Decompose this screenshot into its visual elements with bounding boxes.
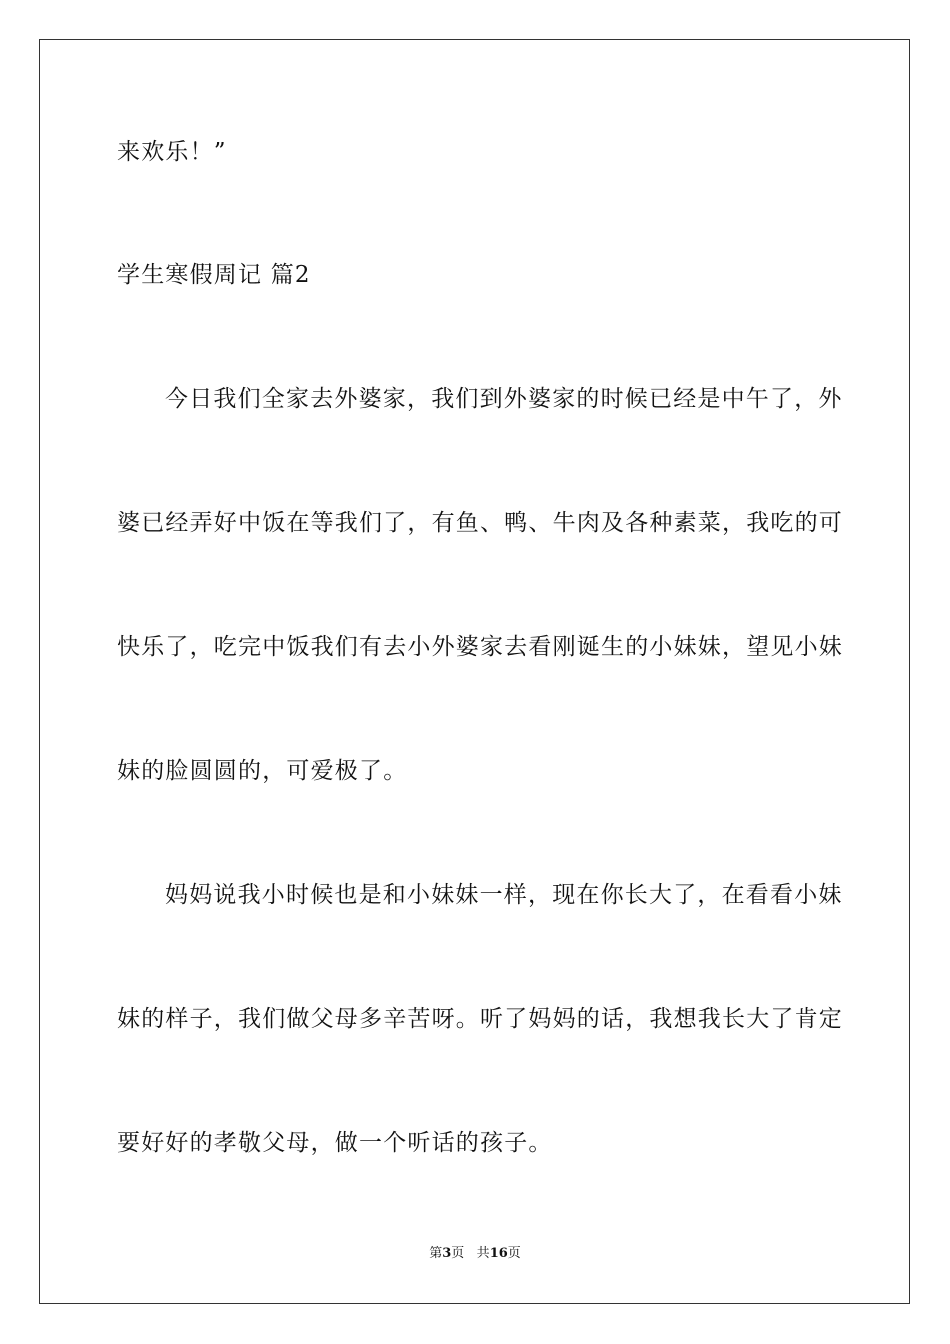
paragraph-line: 婆已经弄好中饭在等我们了，有鱼、鸭、牛肉及各种素菜，我吃的可 xyxy=(117,510,843,536)
paragraph-line: 妹的脸圆圆的，可爱极了。 xyxy=(117,758,408,784)
paragraph-line: 要好好的孝敬父母，做一个听话的孩子。 xyxy=(117,1130,553,1156)
total-pages: 16 xyxy=(489,1246,508,1261)
paragraph-line: 今日我们全家去外婆家，我们到外婆家的时候已经是中午了，外 xyxy=(165,386,843,412)
page-footer xyxy=(0,1245,950,1263)
paragraph-line: 来欢乐！” xyxy=(117,139,227,165)
total-label-prefix: 共 xyxy=(476,1246,490,1261)
section-heading: 学生寒假周记 篇2 xyxy=(117,262,311,288)
page-number: 3 xyxy=(442,1246,452,1261)
paragraph-line: 快乐了，吃完中饭我们有去小外婆家去看刚诞生的小妹妹，望见小妹 xyxy=(117,634,843,660)
page-border xyxy=(39,39,910,1304)
page-label-suffix: 页 xyxy=(451,1246,465,1261)
total-label-suffix: 页 xyxy=(507,1246,521,1261)
page-label-prefix: 第 xyxy=(429,1246,443,1261)
paragraph-line: 妹的样子，我们做父母多辛苦呀。听了妈妈的话，我想我长大了肯定 xyxy=(117,1006,843,1032)
paragraph-line: 妈妈说我小时候也是和小妹妹一样，现在你长大了，在看看小妹 xyxy=(165,882,843,908)
